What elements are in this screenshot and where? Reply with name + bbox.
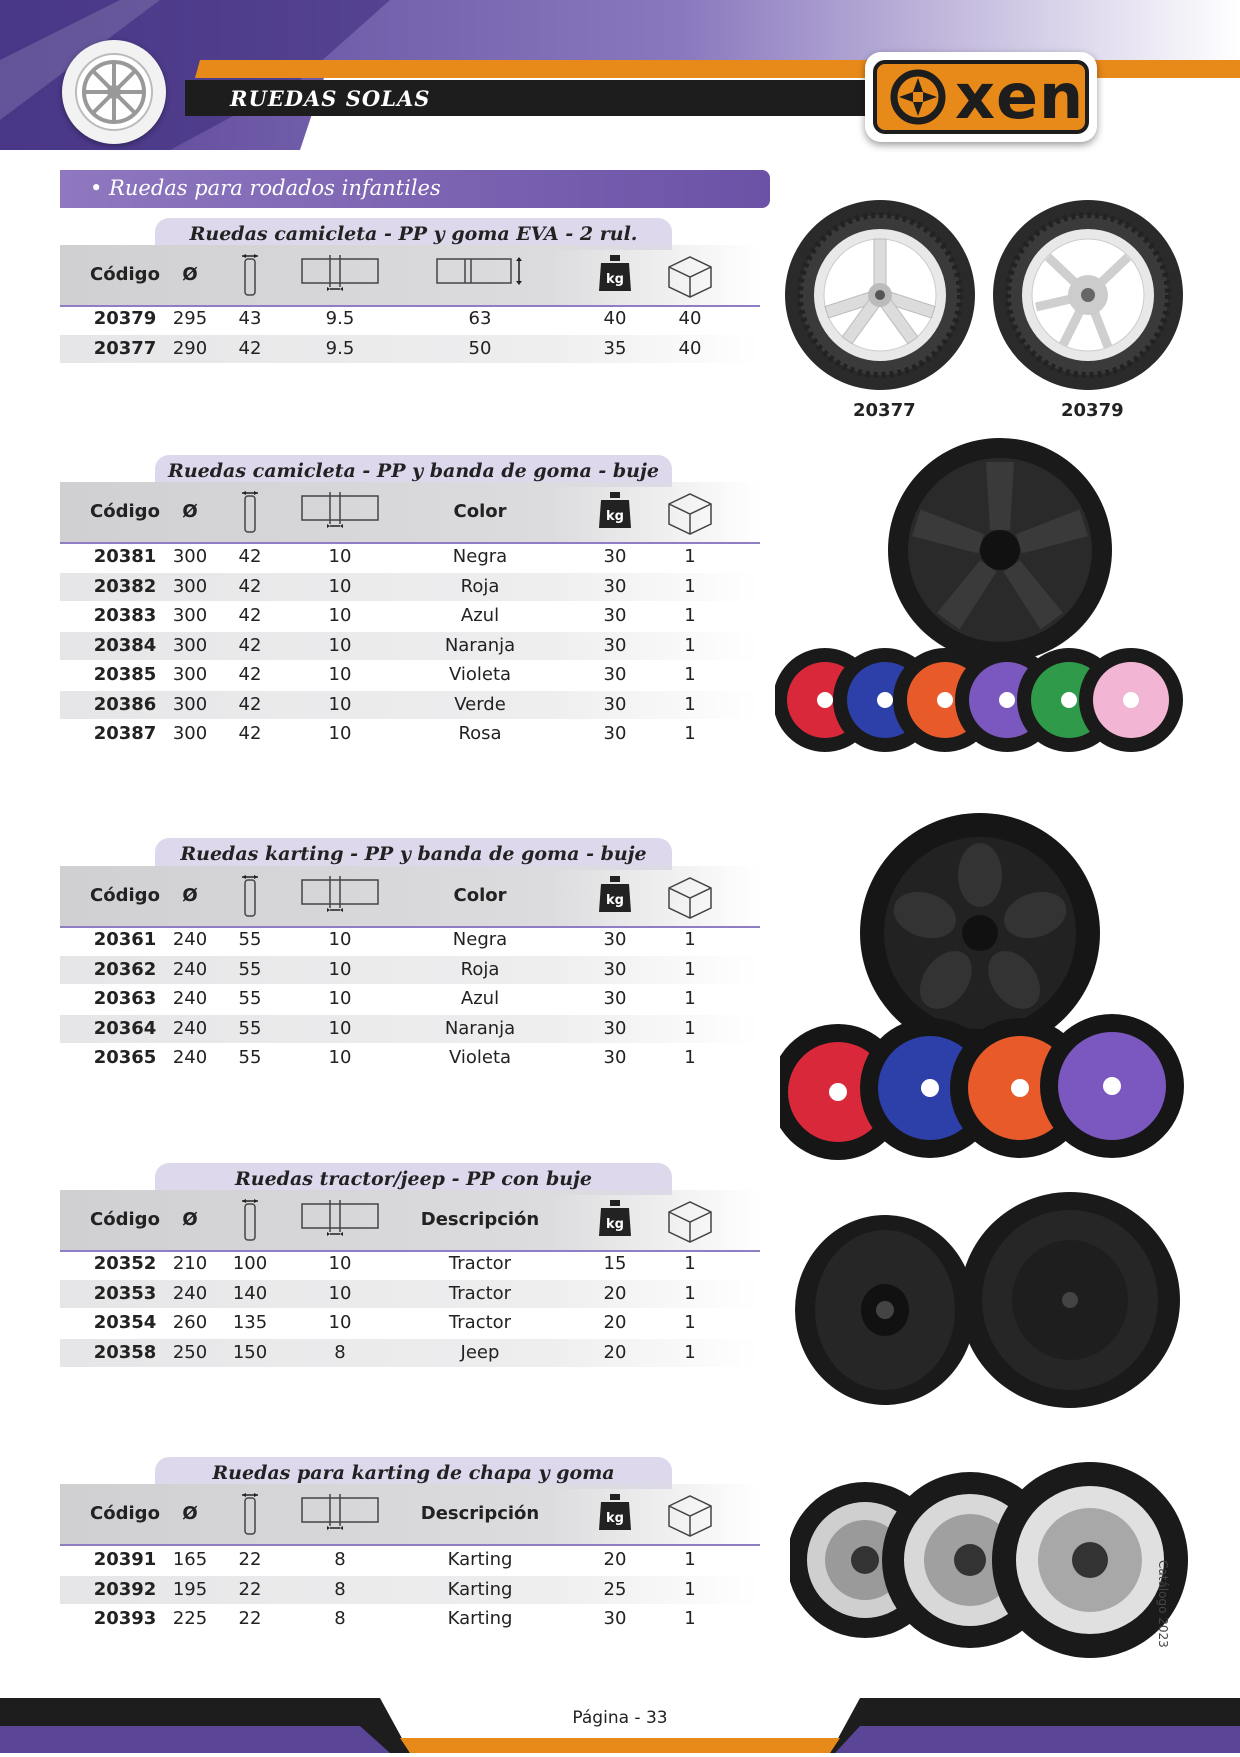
cell-value: 30 xyxy=(603,723,627,744)
header-diameter: Ø xyxy=(182,885,198,906)
cell-code: 20352 xyxy=(93,1253,157,1274)
table-header xyxy=(60,245,760,307)
cell-value: Negra xyxy=(452,929,508,950)
table-row xyxy=(60,632,760,660)
cell-value: 260 xyxy=(172,1312,208,1333)
cell-value: 1 xyxy=(684,634,696,656)
cell-value: 40 xyxy=(678,308,702,329)
box-icon xyxy=(650,1484,730,1544)
svg-text:kg: kg xyxy=(606,272,624,287)
cell-value: 1 xyxy=(684,929,696,950)
weight-icon xyxy=(590,1484,640,1544)
cell-value: 300 xyxy=(172,546,208,567)
cell-value: 1 xyxy=(684,605,696,626)
cell-value: 8 xyxy=(334,1608,346,1629)
cell-value: 240 xyxy=(172,958,208,980)
cell-code: 20353 xyxy=(93,1282,157,1304)
cell-value: Tractor xyxy=(448,1253,512,1274)
cell-value: 240 xyxy=(172,929,208,950)
cell-value: 1 xyxy=(684,988,696,1009)
table-row xyxy=(60,602,760,630)
cell-value: 300 xyxy=(172,575,208,597)
cell-value: 10 xyxy=(328,546,352,567)
cell-value: 195 xyxy=(172,1578,208,1600)
header-diameter: Ø xyxy=(182,264,198,285)
cell-value: 10 xyxy=(328,1312,352,1333)
width-icon xyxy=(220,245,280,305)
width-icon xyxy=(220,482,280,542)
cell-value: Naranja xyxy=(444,1017,516,1039)
cell-value: 1 xyxy=(684,546,696,567)
hub-length-icon xyxy=(290,1484,390,1544)
cell-value: Negra xyxy=(452,546,508,567)
cell-value: 42 xyxy=(238,723,262,744)
cell-value: 10 xyxy=(328,664,352,685)
header-description: Descripción xyxy=(420,1209,540,1230)
cell-value: 30 xyxy=(603,575,627,597)
cell-code: 20385 xyxy=(93,664,157,685)
table-title: Ruedas para karting de chapa y goma xyxy=(155,1457,672,1489)
cell-value: 300 xyxy=(172,664,208,685)
cell-code: 20387 xyxy=(93,723,157,744)
cell-value: 10 xyxy=(328,988,352,1009)
table-row xyxy=(60,926,760,954)
table-row xyxy=(60,985,760,1013)
cell-code: 20384 xyxy=(93,634,157,656)
photo-label: 20379 xyxy=(1061,400,1124,421)
cell-value: 9.5 xyxy=(325,337,355,359)
cell-value: 30 xyxy=(603,958,627,980)
cell-code: 20358 xyxy=(93,1341,157,1363)
table-row xyxy=(60,1605,760,1633)
cell-value: 1 xyxy=(684,1608,696,1629)
width-icon xyxy=(220,1484,280,1544)
axle-length-icon xyxy=(420,245,540,305)
cell-value: Azul xyxy=(460,605,500,626)
weight-icon xyxy=(590,866,640,926)
cell-value: 1 xyxy=(684,1341,696,1363)
cell-value: 1 xyxy=(684,1312,696,1333)
cell-value: 225 xyxy=(172,1608,208,1629)
table-header xyxy=(60,482,760,544)
cell-value: Rosa xyxy=(458,723,502,744)
cell-value: 1 xyxy=(684,1047,696,1068)
table-row xyxy=(60,335,760,363)
cell-value: 55 xyxy=(238,929,262,950)
cell-value: Violeta xyxy=(448,664,512,685)
table-row xyxy=(60,1280,760,1308)
cell-value: 55 xyxy=(238,958,262,980)
table-row xyxy=(60,691,760,719)
cell-value: 22 xyxy=(238,1549,262,1570)
weight-icon xyxy=(590,245,640,305)
cell-value: 30 xyxy=(603,1017,627,1039)
cell-value: Tractor xyxy=(448,1282,512,1304)
catalog-side-text: Catálogo 2023 xyxy=(1156,1560,1170,1648)
cell-value: 10 xyxy=(328,929,352,950)
table-row xyxy=(60,1339,760,1367)
table-row xyxy=(60,661,760,689)
cell-value: 63 xyxy=(468,308,492,329)
header-code: Código xyxy=(90,1209,160,1230)
header-code: Código xyxy=(90,885,160,906)
cell-value: 8 xyxy=(334,1549,346,1570)
cell-value: 10 xyxy=(328,1253,352,1274)
photo-tractor-jeep xyxy=(795,1180,1195,1430)
table-row xyxy=(60,956,760,984)
cell-value: 30 xyxy=(603,693,627,715)
cell-value: Roja xyxy=(460,575,500,597)
cell-code: 20381 xyxy=(93,546,157,567)
width-icon xyxy=(220,1190,280,1250)
table-row xyxy=(60,1015,760,1043)
cell-value: 55 xyxy=(238,1047,262,1068)
header-code: Código xyxy=(90,1503,160,1524)
box-icon xyxy=(650,1190,730,1250)
header-wheel-icon xyxy=(62,40,166,144)
page-title: RUEDAS SOLAS xyxy=(230,86,431,111)
cell-code: 20379 xyxy=(93,308,157,329)
table-row xyxy=(60,573,760,601)
table-row xyxy=(60,1250,760,1278)
cell-value: 22 xyxy=(238,1578,262,1600)
cell-value: 42 xyxy=(238,693,262,715)
cell-code: 20391 xyxy=(93,1549,157,1570)
header-diameter: Ø xyxy=(182,1209,198,1230)
hub-length-icon xyxy=(290,1190,390,1250)
cell-value: 30 xyxy=(603,929,627,950)
cell-value: 1 xyxy=(684,1017,696,1039)
table-title: Ruedas tractor/jeep - PP con buje xyxy=(155,1163,672,1195)
cell-value: 42 xyxy=(238,664,262,685)
cell-value: Jeep xyxy=(460,1341,500,1363)
cell-value: 15 xyxy=(603,1253,627,1274)
header-description: Color xyxy=(453,885,507,906)
cell-value: 10 xyxy=(328,693,352,715)
cell-value: 20 xyxy=(603,1341,627,1363)
cell-value: 1 xyxy=(684,1549,696,1570)
cell-value: 295 xyxy=(172,308,208,329)
cell-value: 240 xyxy=(172,1017,208,1039)
photo-karting-chapa xyxy=(790,1450,1190,1670)
logo-wheel-icon xyxy=(883,64,953,130)
cell-value: 1 xyxy=(684,958,696,980)
cell-value: 42 xyxy=(238,337,262,359)
cell-value: 10 xyxy=(328,1282,352,1304)
cell-value: 290 xyxy=(172,337,208,359)
cell-value: 30 xyxy=(603,988,627,1009)
cell-value: 50 xyxy=(468,337,492,359)
oxen-logo xyxy=(865,52,1097,142)
hub-length-icon xyxy=(290,245,390,305)
cell-value: 10 xyxy=(328,723,352,744)
cell-value: 300 xyxy=(172,605,208,626)
box-icon xyxy=(650,866,730,926)
cell-value: Azul xyxy=(460,988,500,1009)
header-description: Descripción xyxy=(420,1503,540,1524)
cell-code: 20365 xyxy=(93,1047,157,1068)
cell-value: 8 xyxy=(334,1341,346,1363)
cell-value: Verde xyxy=(454,693,506,715)
cell-value: 210 xyxy=(172,1253,208,1274)
cell-value: 240 xyxy=(172,1047,208,1068)
cell-value: 150 xyxy=(232,1341,268,1363)
photo-karting-buje xyxy=(780,808,1190,1168)
table-title: Ruedas karting - PP y banda de goma - buje xyxy=(155,838,672,870)
page-number: Página - 33 xyxy=(572,1708,668,1728)
cell-value: 22 xyxy=(238,1608,262,1629)
svg-text:kg: kg xyxy=(606,509,624,524)
photo-label: 20377 xyxy=(853,400,916,421)
section-title: • Ruedas para rodados infantiles xyxy=(90,176,441,200)
hub-length-icon xyxy=(290,866,390,926)
photo-camicleta-buje xyxy=(775,438,1195,758)
cell-code: 20383 xyxy=(93,605,157,626)
cell-code: 20362 xyxy=(93,958,157,980)
cell-value: Karting xyxy=(447,1608,513,1629)
cell-value: 42 xyxy=(238,605,262,626)
width-icon xyxy=(220,866,280,926)
cell-value: Tractor xyxy=(448,1312,512,1333)
cell-value: 9.5 xyxy=(325,308,355,329)
cell-code: 20386 xyxy=(93,693,157,715)
cell-value: Naranja xyxy=(444,634,516,656)
table-row xyxy=(60,1576,760,1604)
cell-value: 8 xyxy=(334,1578,346,1600)
cell-value: Karting xyxy=(447,1549,513,1570)
table-row xyxy=(60,1309,760,1337)
weight-icon xyxy=(590,482,640,542)
hub-length-icon xyxy=(290,482,390,542)
cell-value: 42 xyxy=(238,575,262,597)
svg-text:kg: kg xyxy=(606,1511,624,1526)
cell-value: 35 xyxy=(603,337,627,359)
logo-text: xen xyxy=(955,60,1085,133)
cell-value: 10 xyxy=(328,575,352,597)
cell-value: 20 xyxy=(603,1549,627,1570)
box-icon xyxy=(650,482,730,542)
cell-value: 165 xyxy=(172,1549,208,1570)
cell-value: 40 xyxy=(603,308,627,329)
cell-value: 1 xyxy=(684,1578,696,1600)
cell-value: 100 xyxy=(232,1253,268,1274)
table-title: Ruedas camicleta - PP y banda de goma - buje xyxy=(155,455,672,487)
cell-value: Roja xyxy=(460,958,500,980)
header-diameter: Ø xyxy=(182,501,198,522)
cell-value: 1 xyxy=(684,1253,696,1274)
cell-value: 1 xyxy=(684,723,696,744)
cell-value: 240 xyxy=(172,988,208,1009)
cell-value: 43 xyxy=(238,308,262,329)
table-row xyxy=(60,305,760,333)
cell-value: 10 xyxy=(328,634,352,656)
table-header xyxy=(60,1190,760,1252)
cell-value: Karting xyxy=(447,1578,513,1600)
cell-code: 20364 xyxy=(93,1017,157,1039)
cell-value: 25 xyxy=(603,1578,627,1600)
cell-value: 1 xyxy=(684,693,696,715)
cell-value: 300 xyxy=(172,634,208,656)
cell-value: 10 xyxy=(328,958,352,980)
cell-value: 10 xyxy=(328,1017,352,1039)
cell-code: 20377 xyxy=(93,337,157,359)
svg-text:kg: kg xyxy=(606,893,624,908)
cell-code: 20393 xyxy=(93,1608,157,1629)
header-description: Color xyxy=(453,501,507,522)
cell-value: 30 xyxy=(603,664,627,685)
cell-code: 20354 xyxy=(93,1312,157,1333)
cell-value: 55 xyxy=(238,988,262,1009)
header-code: Código xyxy=(90,264,160,285)
photo-camicleta-eva xyxy=(780,190,1200,410)
table-row xyxy=(60,1044,760,1072)
cell-value: 20 xyxy=(603,1312,627,1333)
cell-value: 300 xyxy=(172,723,208,744)
header-code: Código xyxy=(90,501,160,522)
cell-value: 30 xyxy=(603,605,627,626)
cell-value: 10 xyxy=(328,1047,352,1068)
table-row xyxy=(60,543,760,571)
box-icon xyxy=(650,245,730,305)
cell-value: Violeta xyxy=(448,1047,512,1068)
table-header xyxy=(60,1484,760,1546)
cell-value: 55 xyxy=(238,1017,262,1039)
table-header xyxy=(60,866,760,928)
cell-value: 240 xyxy=(172,1282,208,1304)
cell-value: 30 xyxy=(603,546,627,567)
svg-text:kg: kg xyxy=(606,1217,624,1232)
cell-value: 250 xyxy=(172,1341,208,1363)
cell-value: 30 xyxy=(603,1047,627,1068)
cell-value: 135 xyxy=(232,1312,268,1333)
cell-value: 140 xyxy=(232,1282,268,1304)
cell-value: 1 xyxy=(684,664,696,685)
weight-icon xyxy=(590,1190,640,1250)
cell-value: 10 xyxy=(328,605,352,626)
cell-value: 20 xyxy=(603,1282,627,1304)
header-diameter: Ø xyxy=(182,1503,198,1524)
cell-code: 20361 xyxy=(93,929,157,950)
cell-value: 40 xyxy=(678,337,702,359)
cell-value: 1 xyxy=(684,575,696,597)
table-row xyxy=(60,720,760,748)
cell-code: 20382 xyxy=(93,575,157,597)
cell-value: 1 xyxy=(684,1282,696,1304)
cell-value: 30 xyxy=(603,634,627,656)
cell-code: 20392 xyxy=(93,1578,157,1600)
cell-code: 20363 xyxy=(93,988,157,1009)
cell-value: 42 xyxy=(238,634,262,656)
cell-value: 30 xyxy=(603,1608,627,1629)
cell-value: 300 xyxy=(172,693,208,715)
table-title: Ruedas camicleta - PP y goma EVA - 2 rul. xyxy=(155,218,672,250)
cell-value: 42 xyxy=(238,546,262,567)
table-row xyxy=(60,1546,760,1574)
